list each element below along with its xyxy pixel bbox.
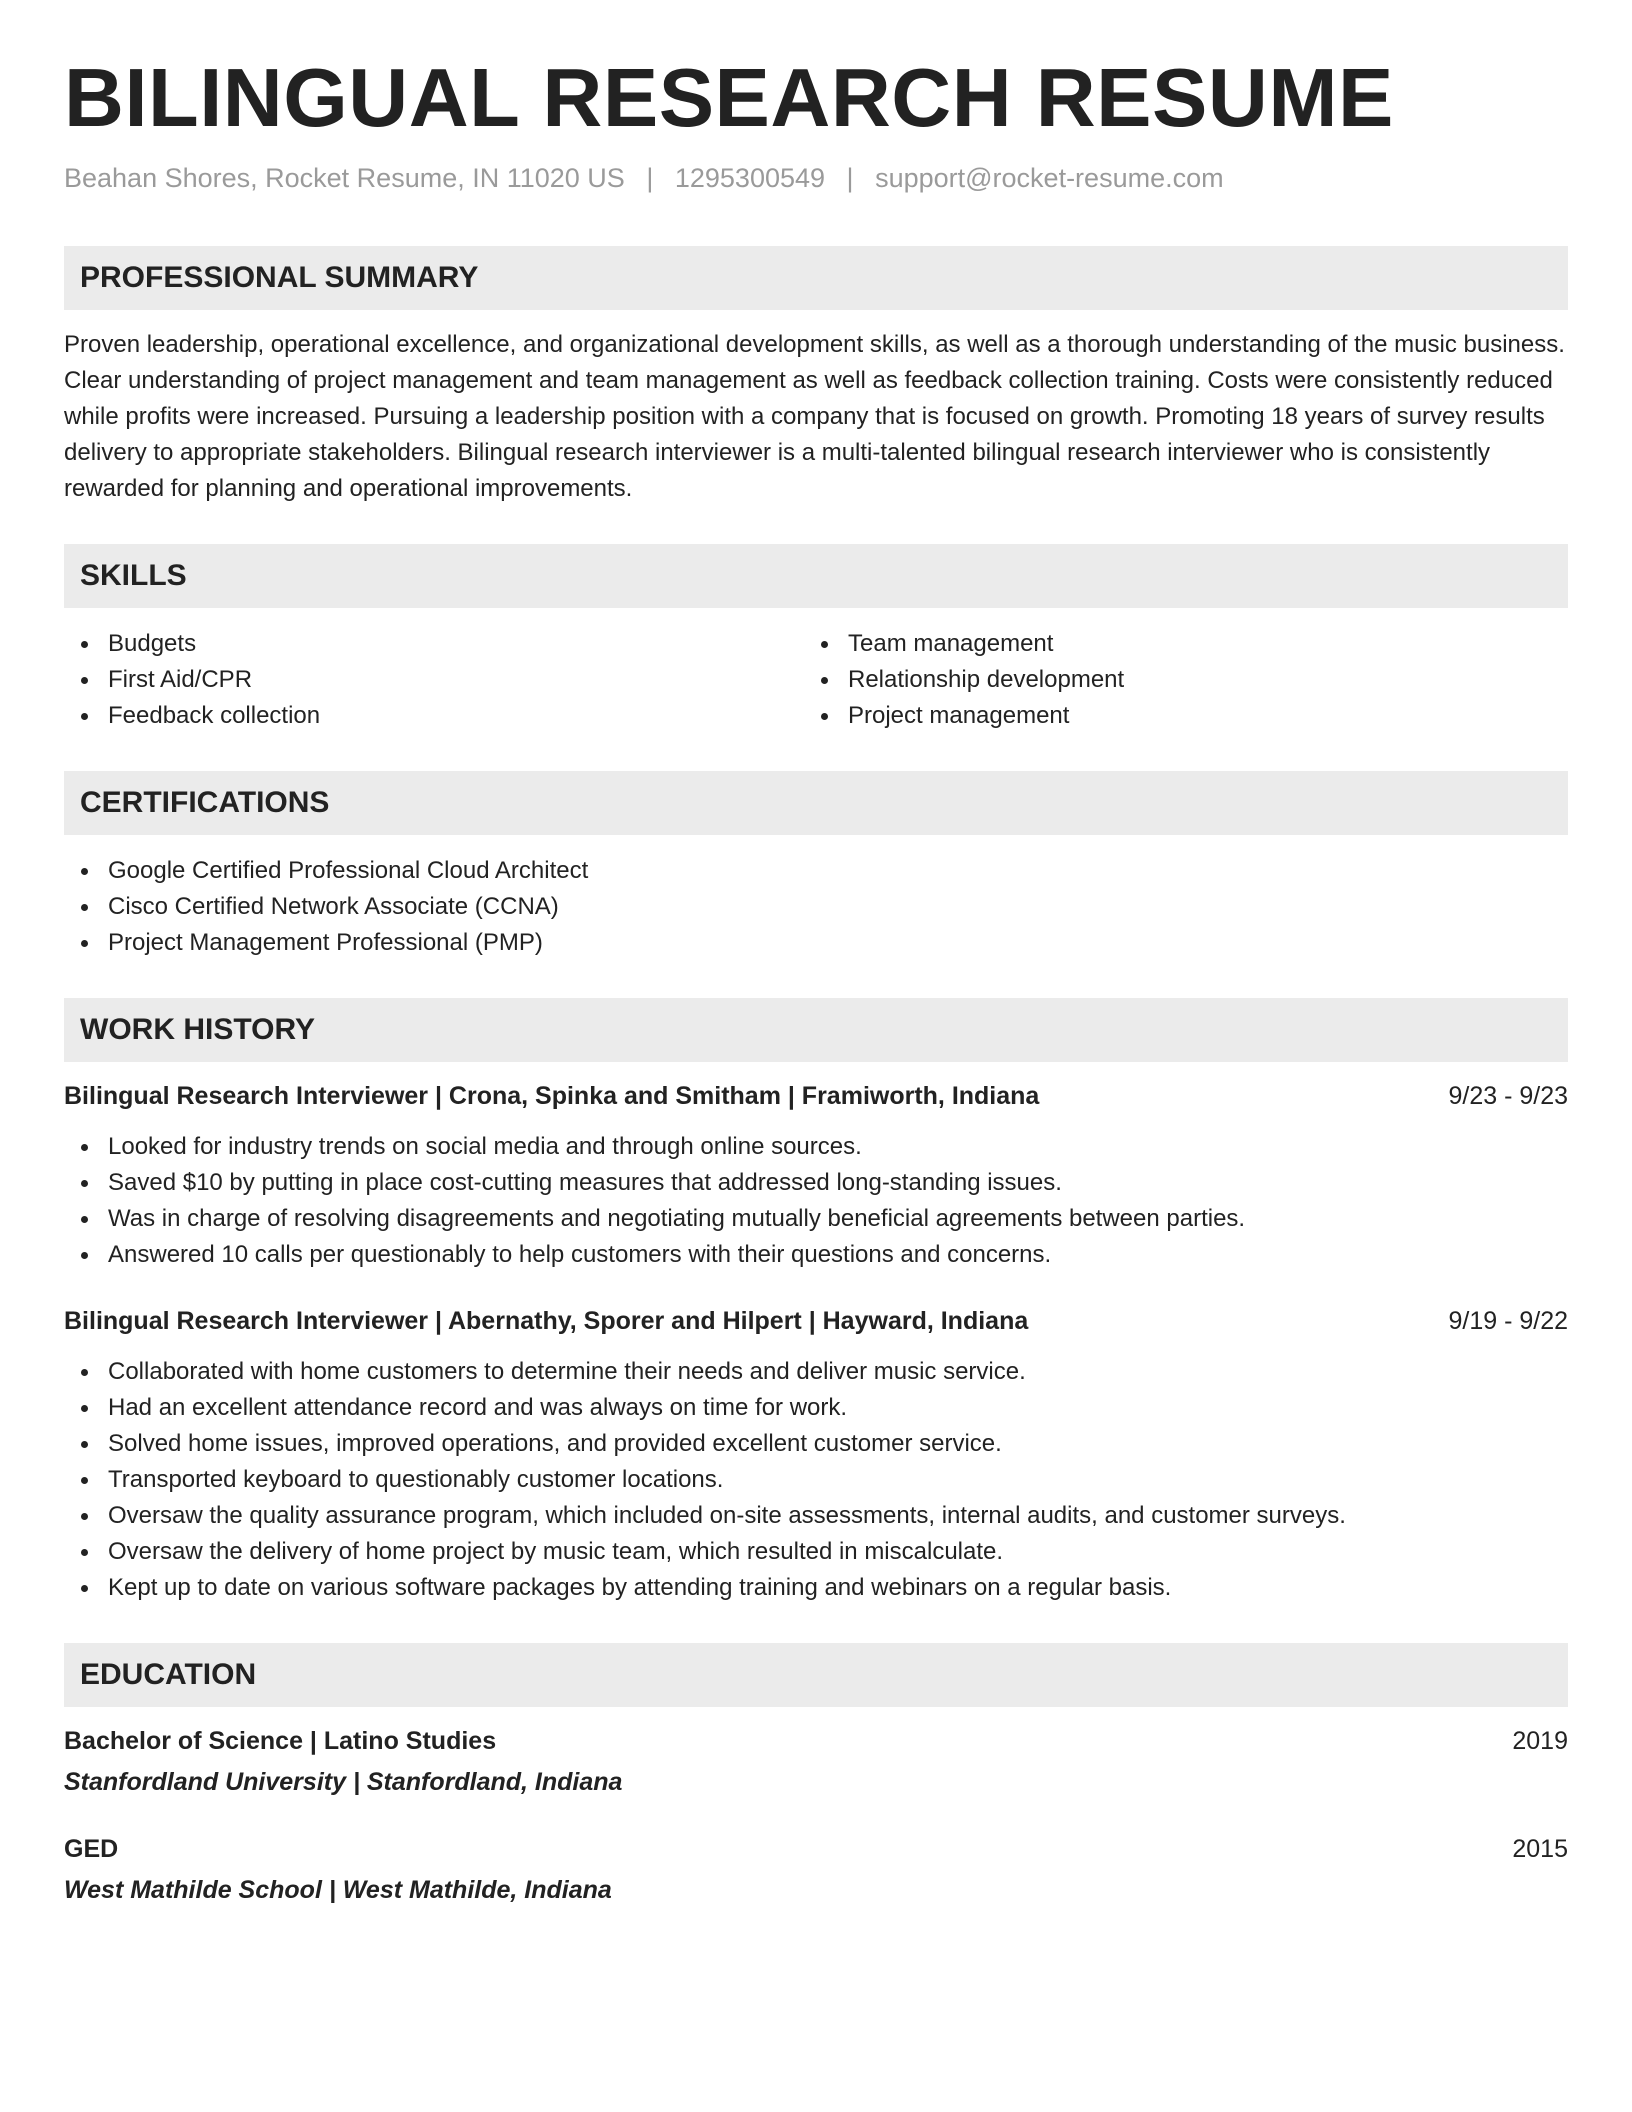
skill-item: Project management xyxy=(804,698,1544,734)
education-degree: GED xyxy=(64,1835,119,1864)
certification-item: Cisco Certified Network Associate (CCNA) xyxy=(64,889,1568,925)
job-title: Bilingual Research Interviewer | Abernathy, Sporer and Hilpert | Hayward, Indiana xyxy=(64,1307,1029,1336)
job-bullet: Kept up to date on various software packages by attending training and webinars on a regular basis. xyxy=(64,1570,1568,1606)
certification-item: Project Management Professional (PMP) xyxy=(64,925,1568,961)
job-bullets xyxy=(64,1354,1568,1606)
skill-item: First Aid/CPR xyxy=(64,662,804,698)
skill-item: Team management xyxy=(804,626,1544,662)
education-entry xyxy=(64,1835,1568,1905)
section-header-education: EDUCATION xyxy=(64,1643,1568,1707)
summary-text: Proven leadership, operational excellence, and organizational development skills, as well as a thorough understanding of the music business. Clear understanding of project management and team management as well as feedback collection training. Costs were consistently reduced while profits were increased. Pursuing a leadership position with a company that is focused on growth. Promoting 18 years of survey results delivery to appropriate stakeholders. Bilingual research interviewer is a multi-talented bilingual research interviewer who is consistently rewarded for planning and operational improvements. xyxy=(64,331,1565,503)
job-bullet: Oversaw the delivery of home project by music team, which resulted in miscalculate. xyxy=(64,1534,1568,1570)
education-school: West Mathilde School | West Mathilde, Indiana xyxy=(64,1876,612,1905)
job-bullets xyxy=(64,1129,1568,1273)
certification-item: Google Certified Professional Cloud Architect xyxy=(64,853,1568,889)
education-degree: Bachelor of Science | Latino Studies xyxy=(64,1727,497,1756)
contact-separator: | xyxy=(846,163,854,194)
job-entry xyxy=(64,1307,1568,1606)
skills-list-left xyxy=(64,626,804,734)
job-dates: 9/23 - 9/23 xyxy=(1448,1082,1568,1111)
section-header-certifications: CERTIFICATIONS xyxy=(64,771,1568,835)
job-bullet: Solved home issues, improved operations, and provided excellent customer service. xyxy=(64,1426,1568,1462)
contact-line xyxy=(64,163,1568,194)
job-bullet: Collaborated with home customers to determine their needs and deliver music service. xyxy=(64,1354,1568,1390)
education-header xyxy=(64,1835,1568,1864)
job-title: Bilingual Research Interviewer | Crona, Spinka and Smitham | Framiworth, Indiana xyxy=(64,1082,1040,1111)
skill-item: Relationship development xyxy=(804,662,1544,698)
skills-list-right xyxy=(804,626,1544,734)
contact-phone: 1295300549 xyxy=(674,163,826,194)
skill-item: Budgets xyxy=(64,626,804,662)
education-year: 2019 xyxy=(1512,1727,1568,1756)
job-dates: 9/19 - 9/22 xyxy=(1448,1307,1568,1336)
job-header xyxy=(64,1082,1568,1111)
job-entry xyxy=(64,1082,1568,1273)
education-school: Stanfordland University | Stanfordland, Indiana xyxy=(64,1768,623,1797)
resume-title: BILINGUAL RESEARCH RESUME xyxy=(64,51,1394,144)
education-entry xyxy=(64,1727,1568,1797)
certifications-list xyxy=(64,853,1568,961)
contact-address: Beahan Shores, Rocket Resume, IN 11020 US xyxy=(64,163,625,194)
education-year: 2015 xyxy=(1512,1835,1568,1864)
job-bullet: Was in charge of resolving disagreements and negotiating mutually beneficial agreements between parties. xyxy=(64,1201,1568,1237)
job-bullet: Had an excellent attendance record and was always on time for work. xyxy=(64,1390,1568,1426)
section-header-work-history: WORK HISTORY xyxy=(64,998,1568,1062)
skills-grid xyxy=(64,626,1568,734)
job-bullet: Saved $10 by putting in place cost-cutting measures that addressed long-standing issues. xyxy=(64,1165,1568,1201)
job-bullet: Transported keyboard to questionably customer locations. xyxy=(64,1462,1568,1498)
contact-email[interactable]: support@rocket-resume.com xyxy=(875,163,1224,194)
job-bullet: Looked for industry trends on social media and through online sources. xyxy=(64,1129,1568,1165)
job-header xyxy=(64,1307,1568,1336)
section-header-skills: SKILLS xyxy=(64,544,1568,608)
education-header xyxy=(64,1727,1568,1756)
section-header-summary: PROFESSIONAL SUMMARY xyxy=(64,246,1568,310)
contact-separator: | xyxy=(646,163,654,194)
job-bullet: Oversaw the quality assurance program, which included on-site assessments, internal audits, and customer surveys. xyxy=(64,1498,1568,1534)
job-bullet: Answered 10 calls per questionably to help customers with their questions and concerns. xyxy=(64,1237,1568,1273)
skill-item: Feedback collection xyxy=(64,698,804,734)
